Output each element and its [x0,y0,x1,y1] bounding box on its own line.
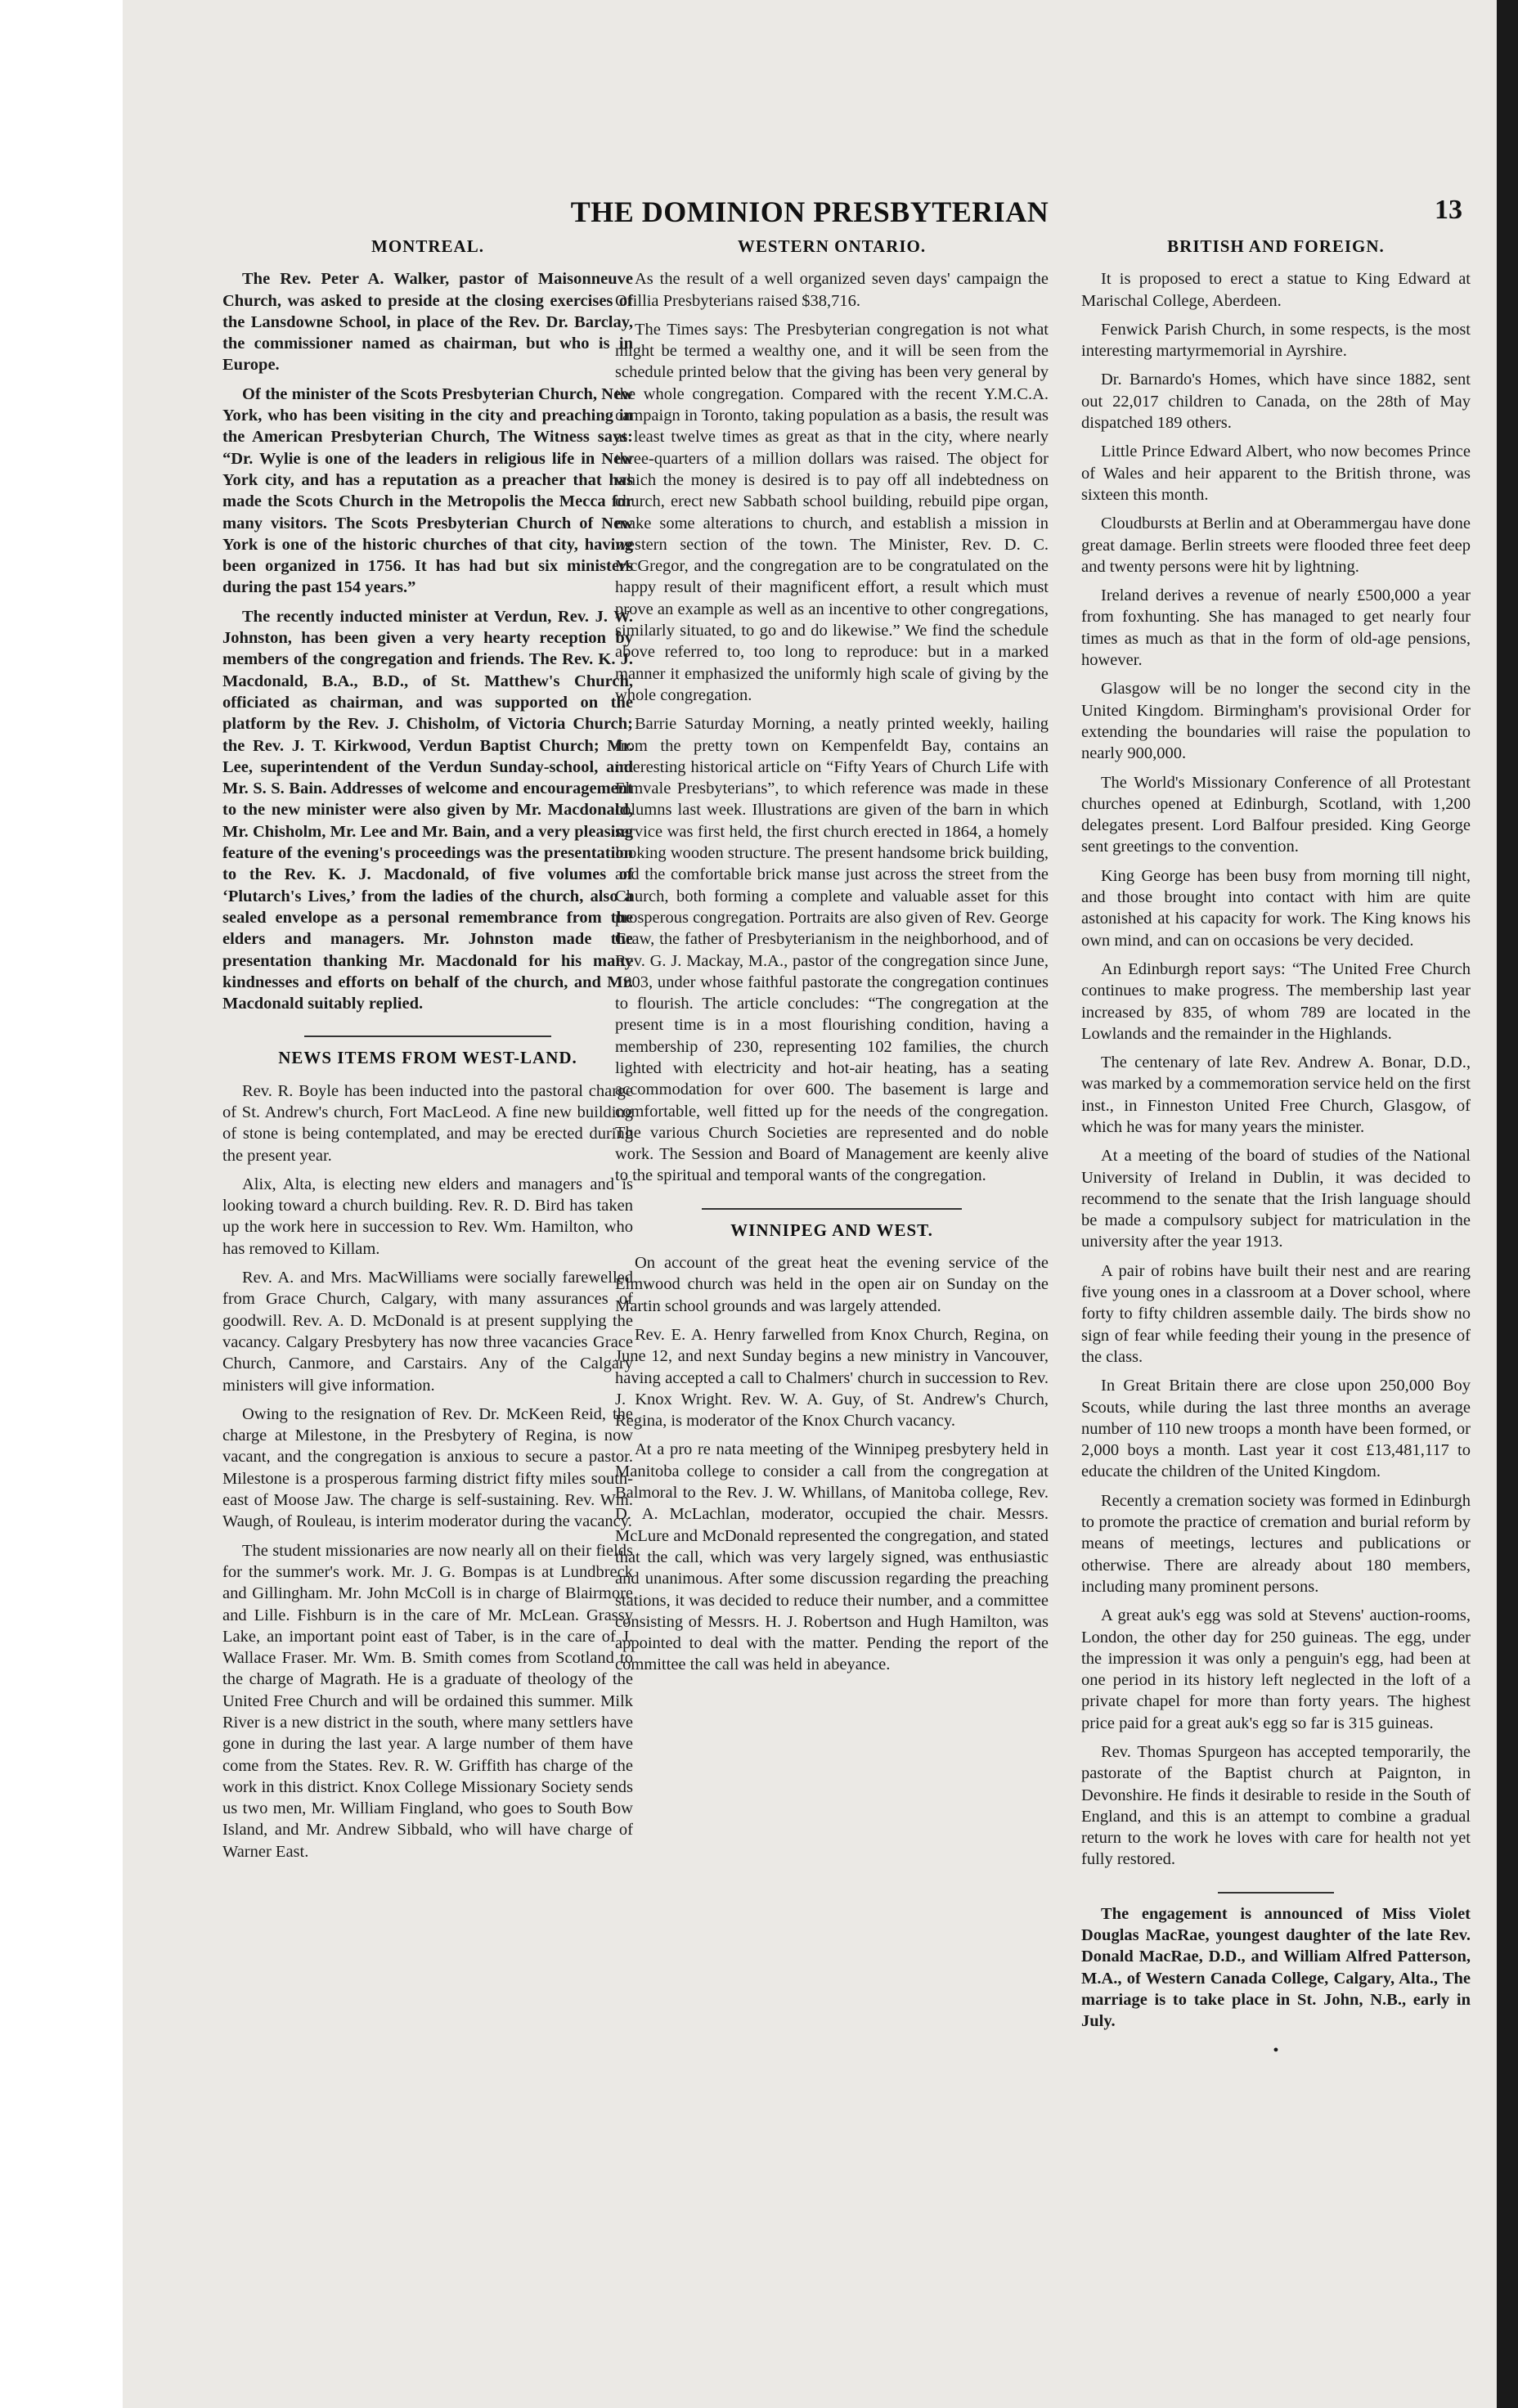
paragraph: A great auk's egg was sold at Stevens' auction-rooms, London, the other day for 250 guineas. The egg, under the impression it was only a penguin's egg, had been at one period in its history left neglected in the loft of a private chapel for more than forty years. The highest price paid for a great auk's egg so far is 315 guineas. [1081,1606,1471,1732]
paragraph: Of the minister of the Scots Presbyterian Church, New York, who has been visiting in the city and preaching in the American Presbyterian Church, The Witness says: “Dr. Wylie is one of the leaders in religious life in New York city, and has a reputation as a preacher that has made the Scots Church in the Metropolis the Mecca for many visitors. The Scots Presbyterian Church of New York is one of the historic churches of that city, having been organized in 1756. It has had but six ministers during the past 154 years.” [222,384,633,597]
paragraph: The student missionaries are now nearly all on their fields for the summer's work. Mr. J. G. Bompas is at Lundbreck and Gillingham. Mr. John McColl is in charge of Blairmore and Lille. Fishburn is in the care of Mr. McLean. Grassy Lake, an important point east of Taber, is in the care of J. Wallace Fraser. Mr. Wm. B. Smith comes from Scotland to the charge of Magrath. He is a graduate of theology of the United Free Church and will be ordained this summer. Milk River is a new district in the south, where many settlers have gone in during the last year. A large number of them have come from the States. Rev. R. W. Griffith has charge of the work in this district. Knox College Missionary Society sends us two men, Mr. William Fingland, who goes to South Bow Island, and Mr. Andrew Sibbald, who will have charge of Warner East. [222,1541,633,1861]
article-western-ontario [615,268,1049,1186]
paragraph: As the result of a well organized seven days' campaign the Orillia Presbyterians raised $38,716. [615,270,1049,310]
paragraph: Recently a cremation society was formed in Edinburgh to promote the practice of cremation and burial reform by means of meetings, lectures and publications or otherwise. There are already about 180 members, including many prominent persons. [1081,1491,1471,1596]
section-divider [1218,1892,1335,1894]
paragraph: Rev. E. A. Henry farwelled from Knox Church, Regina, on June 12, and next Sunday begins a new ministry in Vancouver, having accepted a call to Chalmers' church in succession to Rev. J. Knox Wright. Rev. W. A. Guy, of St. Andrew's Church, Regina, is moderator of the Knox Church vacancy. [615,1325,1049,1431]
paragraph: The Rev. Peter A. Walker, pastor of Maisonneuve Church, was asked to preside at the closing exercises of the Lansdowne School, in place of the Rev. Dr. Barclay, the commissioner named as chairman, but who is in Europe. [222,270,633,375]
paragraph: Little Prince Edward Albert, who now becomes Prince of Wales and heir apparent to the British throne, was sixteen this month. [1081,443,1471,504]
section-heading: WESTERN ONTARIO. [737,236,927,256]
engagement-notice [1081,1903,1471,2033]
paragraph: Alix, Alta, is electing new elders and managers and is looking toward a church building. Rev. R. D. Bird has taken up the work here in succession to Rev. Wm. Hamilton, who has removed to Killam. [222,1175,633,1258]
scan-edge [1497,0,1518,2408]
publication-title: THE DOMINION PRESBYTERIAN [570,195,1049,228]
paragraph: Cloudbursts at Berlin and at Oberammergau have done great damage. Berlin streets were flooded three feet deep and twenty persons were hit by lightning. [1081,514,1471,576]
page-number: 13 [1435,195,1462,225]
column-2 [615,236,1049,1683]
article-winnipeg [615,1252,1049,1676]
paragraph: The Times says: The Presbyterian congregation is not what might be termed a wealthy one, and it will be seen from the schedule printed below that the giving has been very general by the whole congregation. Compared with the recent Y.M.C.A. campaign in Toronto, taking population as a basis, the result was at least twelve times as great as that in the city, where nearly three-quarters of a million dollars was raised. The object for which the money is desired is to pay off all indebtedness on church, erect new Sabbath school building, rebuild pipe organ, make some alterations to church, and establish a mission in western section of the town. The Minister, Rev. D. C. McGregor, and the congregation are to be congratulated on the happy result of their magnificent effort, a result which must prove an example as well as an incentive to other congregations, similarly situated, to go and do likewise.” We find the schedule above referred to, too long to reproduce: but in a marked manner it emphasized the uniformly high scale of giving by the whole congregation. [615,320,1049,704]
article-montreal [222,268,633,1014]
paragraph: Owing to the resignation of Rev. Dr. McKeen Reid, the charge at Milestone, in the Presbytery of Regina, is now vacant, and the congregation is anxious to secure a pastor. Milestone is a prosperous farming district fifty miles south-east of Moose Jaw. The charge is self-sustaining. Rev. Wm. Waugh, of Rouleau, is interim moderator during the vacancy. [222,1404,633,1531]
section-divider [702,1208,962,1210]
paragraph: At a pro re nata meeting of the Winnipeg presbytery held in Manitoba college to consider a call from the congregation at Balmoral to the Rev. J. W. Whillans, of Manitoba college, Rev. D. A. McLachlan, moderator, occupied the chair. Messrs. McLure and McDonald represented the congregation, and stated that the call, which was very largely signed, was enthusiastic and unanimous. After some discussion regarding the preaching stations, it was decided to reduce their number, and a committee consisting of Messrs. H. J. Robertson and Hugh Hamilton, was appointed to deal with the matter. Pending the report of the committee the call was held in abeyance. [615,1440,1049,1674]
paragraph: Rev. R. Boyle has been inducted into the pastoral charge of St. Andrew's church, Fort MacLeod. A fine new building of stone is being contemplated, and may be erected during the present year. [222,1081,633,1165]
column-1 [222,236,633,1870]
section-heading: MONTREAL. [371,236,484,256]
section-heading: BRITISH AND FOREIGN. [1167,236,1385,256]
end-mark: • [1273,2041,1279,2060]
paragraph: It is proposed to erect a statue to King Edward at Marischal College, Aberdeen. [1081,270,1471,310]
paragraph: Glasgow will be no longer the second city in the United Kingdom. Birmingham's provisional Order for extending the boundaries will raise the population to nearly 900,000. [1081,680,1471,763]
section-heading: NEWS ITEMS FROM WEST-LAND. [278,1048,577,1068]
paragraph: Fenwick Parish Church, in some respects, is the most interesting martyrmemorial in Ayrshire. [1081,320,1471,361]
section-heading: WINNIPEG AND WEST. [730,1220,933,1240]
paragraph: Ireland derives a revenue of nearly £500,000 a year from foxhunting. She has managed to get nearly four times as much as that in the form of old-age pensions, however. [1081,586,1471,670]
paragraph: The engagement is announced of Miss Violet Douglas MacRae, youngest daughter of the late Rev. Donald MacRae, D.D., and William Alfred Patterson, M.A., of Western Canada College, Calgary, Alta., The marriage is to take place in St. John, N.B., early in July. [1081,1904,1471,2031]
paragraph: The recently inducted minister at Verdun, Rev. J. W. Johnston, has been given a very hearty reception by members of the congregation and friends. The Rev. K. J. Macdonald, B.A., B.D., of St. Matthew's Church, officiated as chairman, and was supported on the platform by the Rev. J. Chisholm, of Victoria Church; the Rev. J. T. Kirkwood, Verdun Baptist Church; Mr. Lee, superintendent of the Verdun Sunday-school, and Mr. S. S. Bain. Addresses of welcome and encouragement to the new minister were also given by Mr. Macdonald, Mr. Chisholm, Mr. Lee and Mr. Bain, and a very pleasing feature of the evening's proceedings was the presentation to the Rev. K. J. Macdonald, of five volumes of ‘Plutarch's Lives,’ from the ladies of the church, also a sealed envelope as a personal remembrance from the elders and managers. Mr. Johnston made the presentation thanking Mr. Macdonald for his many kindnesses and efforts on behalf of the church, and Mr. Macdonald suitably replied. [222,607,633,1013]
paragraph: At a meeting of the board of studies of the National University of Ireland in Dublin, it was decided to recommend to the senate that the Irish language should be made a compulsory subject for matriculation in the university after the year 1913. [1081,1147,1471,1251]
paragraph: Barrie Saturday Morning, a neatly printed weekly, hailing from the pretty town on Kempenfeldt Bay, contains an interesting historical article on “Fifty Years of Church Life with Elmvale Presbyterians”, to which reference was made in these columns last week. Illustrations are given of the barn in which service was first held, the first church erected in 1864, a homely looking wooden structure. The present handsome brick building, and the comfortable brick manse just across the street from the Church, both forming a complete and valuable asset for this prosperous congregation. Portraits are also given of Rev. George Craw, the father of Presbyterianism in the neighborhood, and of Rev. G. J. Mackay, M.A., pastor of the congregation since June, 1903, under whose faithful pastorate the congregation continues to flourish. The article concludes: “The congregation at the present time is in a most flourishing condition, having a membership of 230, representing 102 families, the church lighted with electricity and hot-air heating, has a seating accommodation for over 600. The basement is large and comfortable, well fitted up for the needs of the congregation. The various Church Societies are represented and do noble work. The Session and Board of Management are keenly alive to the spiritual and temporal wants of the congregation. [615,715,1049,1185]
paragraph: An Edinburgh report says: “The United Free Church continues to make progress. The membership last year increased by 835, of whom 789 are located in the Lowlands and the remainder in the Highlands. [1081,959,1471,1043]
article-british-foreign [1081,268,1471,1870]
column-3 [1081,236,1471,2061]
paragraph: Rev. Thomas Spurgeon has accepted temporarily, the pastorate of the Baptist church at Paignton, in Devonshire. He finds it desirable to reside in the South of England, and this is an attempt to combine a gradual return to the work he loves with care for health not yet fully restored. [1081,1743,1471,1869]
newspaper-page [123,0,1497,2408]
page-header [123,195,1497,236]
paragraph: The World's Missionary Conference of all Protestant churches opened at Edinburgh, Scotland, with 1,200 delegates present. Lord Balfour presided. King George sent greetings to the convention. [1081,773,1471,856]
article-west-land [222,1080,633,1862]
paragraph: King George has been busy from morning till night, and those brought into contact with him are quite astonished at his capacity for work. The King knows his own mind, and can on occasions be very decided. [1081,866,1471,950]
paragraph: Dr. Barnardo's Homes, which have since 1882, sent out 22,017 children to Canada, on the 28th of May dispatched 189 others. [1081,371,1471,433]
paragraph: On account of the great heat the evening service of the Elmwood church was held in the open air on Sunday on the Martin school grounds and was largely attended. [615,1254,1049,1315]
paragraph: Rev. A. and Mrs. MacWilliams were socially farewelled from Grace Church, Calgary, with many assurances of goodwill. Rev. A. D. McDonald is at present supplying the vacancy. Calgary Presbytery has now three vacancies Grace Church, Canmore, and Carstairs. Any of the Calgary ministers will give information. [222,1269,633,1395]
paragraph: A pair of robins have built their nest and are rearing five young ones in a classroom at a Dover school, where forty to fifty children assemble daily. The birds show no sign of fear while feeding their young in the presence of the class. [1081,1261,1471,1366]
section-divider [304,1036,550,1037]
paragraph: The centenary of late Rev. Andrew A. Bonar, D.D., was marked by a commemoration service held on the first inst., in Finneston United Free Church, Glasgow, of which he was for many years the minister. [1081,1054,1471,1136]
paragraph: In Great Britain there are close upon 250,000 Boy Scouts, while during the last three months an average number of 110 new troops a month have been formed, or 2,000 boys a month. Last year it cost £13,481,117 to educate the children of the United Kingdom. [1081,1377,1471,1481]
